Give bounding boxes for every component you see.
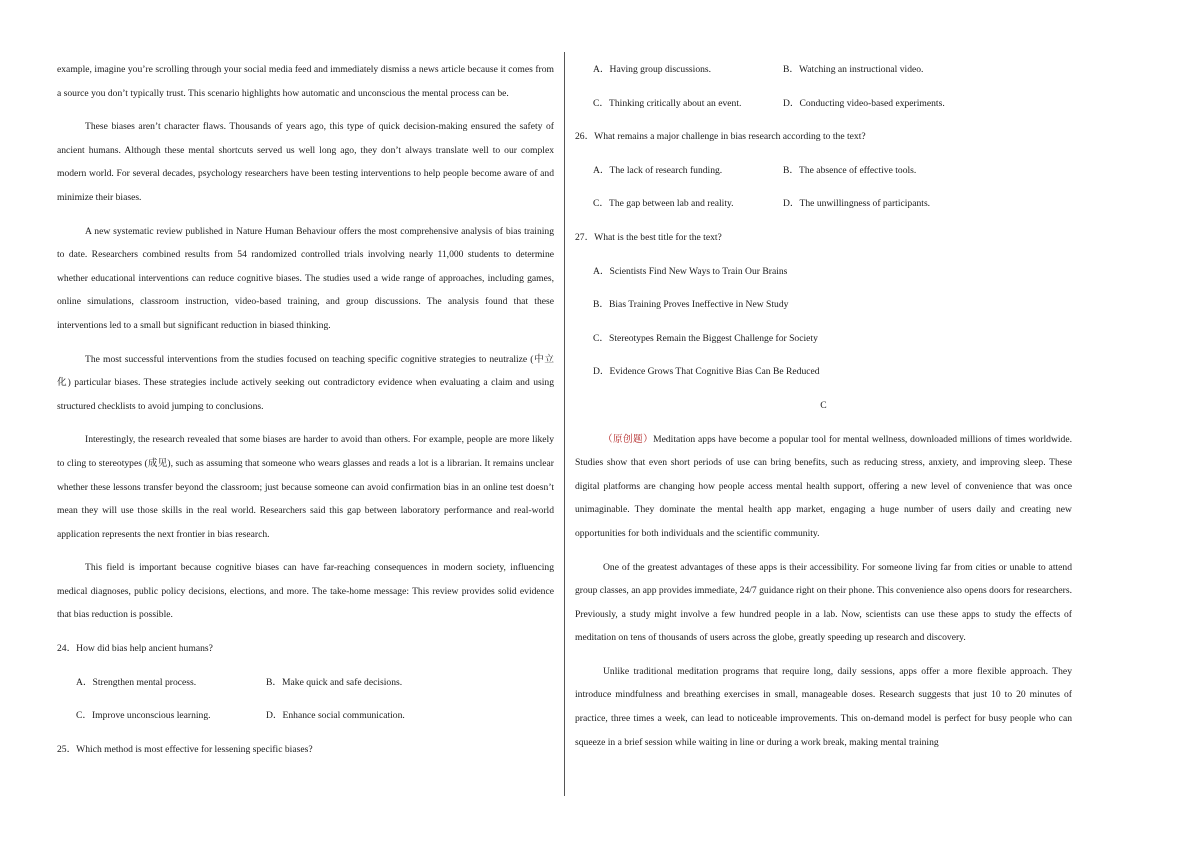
- option-c: C．Stereotypes Remain the Biggest Challenge for Society: [593, 332, 818, 344]
- question-27: 27．What is the best title for the text?: [575, 231, 722, 243]
- question-26: 26．What remains a major challenge in bias research according to the text?: [575, 131, 866, 143]
- question-24-options-row-1: [57, 671, 554, 695]
- option-a: A．The lack of research funding.: [593, 164, 723, 176]
- option-c: C．The gap between lab and reality.: [593, 198, 734, 210]
- question-26-options-row-2: [575, 192, 1072, 216]
- passage-paragraph: [575, 428, 1072, 546]
- passage-paragraph: example, imagine you’re scrolling through your social media feed and immediately dismiss a news article because it comes from a source you don’t typically trust. This scenario highlights how automatic and unconscious the mental process can be.: [57, 64, 554, 99]
- option-c: C．Improve unconscious learning.: [76, 710, 211, 722]
- option-b: B．The absence of effective tools.: [783, 164, 917, 176]
- passage-paragraph: Unlike traditional meditation programs that require long, daily sessions, apps offer a more flexible approach. They introduce mindfulness and breathing exercises in small, manageable doses. Research suggests that just 10 to 20 minutes of practice, three times a week, can lead to noticeable improvements. This on-demand model is perfect for busy people who can squeeze in a brief session while waiting in line or during a work break, making mental training: [575, 665, 1072, 748]
- option-d: D．Evidence Grows That Cognitive Bias Can Be Reduced: [593, 366, 820, 378]
- option-b: B．Watching an instructional video.: [783, 64, 924, 75]
- question-25-options-row-2: [575, 92, 1072, 116]
- passage-paragraph-text: Meditation apps have become a popular tool for mental wellness, downloaded millions of times worldwide. Studies show that even short periods of use can bring benefits, such as reducing stress, anxiety, and improving sleep. These digital platforms are changing how people access mental health support, offering a new level of convenience that was once unimaginable. They dominate the mental health app market, engaging a huge number of users daily and creating new opportunities for both individuals and the scientific community.: [575, 433, 1072, 539]
- question-24-options-row-2: [57, 704, 554, 728]
- option-a: A．Having group discussions.: [593, 64, 712, 75]
- option-d: D．The unwillingness of participants.: [783, 198, 931, 210]
- right-column: [575, 58, 1072, 764]
- original-question-tag: （原创题）: [603, 433, 654, 445]
- question-26-options-row-1: [575, 159, 1072, 183]
- option-d: D．Conducting video-based experiments.: [783, 97, 945, 109]
- question-25: 25．Which method is most effective for lessening specific biases?: [57, 743, 313, 755]
- option-c: C．Thinking critically about an event.: [593, 97, 742, 109]
- column-divider: [564, 52, 565, 796]
- option-a: A．Strengthen mental process.: [76, 676, 197, 688]
- passage-paragraph: A new systematic review published in Nature Human Behaviour offers the most comprehensive analysis of bias training to date. Researchers combined results from 54 randomized controlled trials involving nearly 11,000 students to determine whether educational interventions can reduce cognitive biases. The studies used a wide range of approaches, including games, online simulations, classroom instruction, video-based training, and group discussions. The analysis found that these interventions led to a small but significant reduction in biased thinking.: [57, 225, 554, 331]
- option-a: A．Scientists Find New Ways to Train Our Brains: [593, 265, 788, 277]
- option-b: B．Bias Training Proves Ineffective in New Study: [593, 299, 789, 311]
- passage-paragraph: One of the greatest advantages of these apps is their accessibility. For someone living far from cities or unable to attend group classes, an app provides immediate, 24/7 guidance right on their phone. This convenience also opens doors for researchers. Previously, a study might involve a few hundred people in a lab. Now, scientists can use these apps to study the effects of meditation on tens of thousands of users across the globe, greatly speeding up research and discovery.: [575, 561, 1072, 644]
- left-column: [57, 58, 554, 771]
- question-24: 24．How did bias help ancient humans?: [57, 643, 213, 655]
- passage-paragraph: These biases aren’t character flaws. Thousands of years ago, this type of quick decision-making ensured the safety of ancient humans. Although these mental shortcuts served us well long ago, they don’t always translate well to our complex modern world. For several decades, psychology researchers have been testing interventions to help people become aware of and minimize their biases.: [57, 121, 554, 203]
- passage-paragraph: This field is important because cognitive biases can have far-reaching consequences in modern society, influencing medical diagnoses, public policy decisions, elections, and more. The take-home message: This review provides solid evidence that bias reduction is possible.: [57, 562, 554, 621]
- passage-paragraph: The most successful interventions from the studies focused on teaching specific cognitive strategies to neutralize (中立化) particular biases. These strategies include actively seeking out contradictory evidence when evaluating a claim and using structured checklists to avoid jumping to conclusions.: [57, 353, 554, 412]
- option-b: B．Make quick and safe decisions.: [266, 676, 403, 688]
- passage-paragraph: Interestingly, the research revealed that some biases are harder to avoid than others. For example, people are more likely to cling to stereotypes (成见), such as assuming that someone who wears glasses and reads a lot is a librarian. It remains unclear whether these lessons transfer beyond the classroom; just because someone can avoid confirmation bias in an online test doesn’t mean they will use those skills in the real world. Researchers said this gap between laboratory performance and real-world application represents the next frontier in bias research.: [57, 434, 554, 540]
- question-25-options-row-1: [575, 58, 1072, 82]
- option-d: D．Enhance social communication.: [266, 710, 405, 722]
- section-letter: C: [820, 399, 827, 411]
